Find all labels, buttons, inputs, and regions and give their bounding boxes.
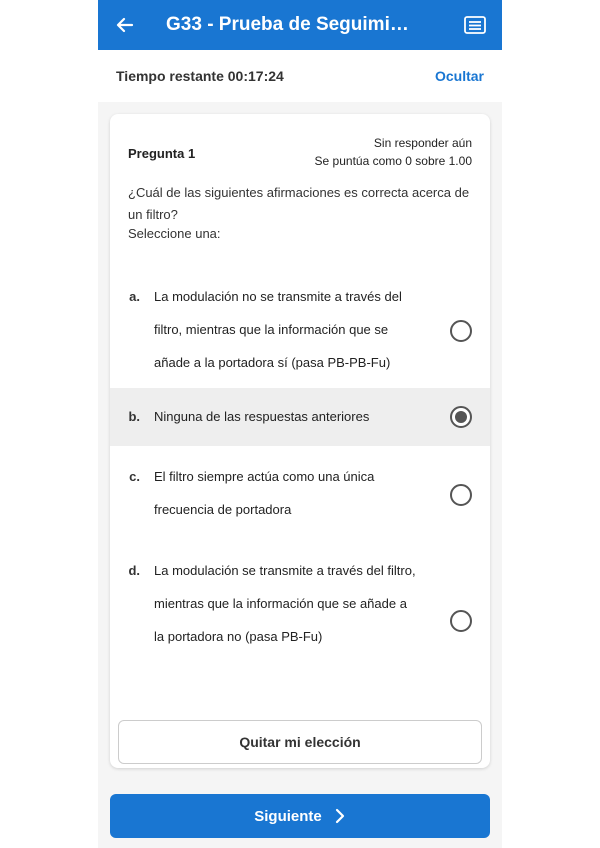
question-number: Pregunta 1 — [128, 146, 196, 161]
status-answer: Sin responder aún — [373, 136, 472, 150]
page-title: G33 - Prueba de Seguimi… — [166, 14, 409, 35]
hide-timer-link[interactable]: Ocultar — [434, 68, 484, 84]
status-score: Se puntúa como 0 sobre 1.00 — [314, 154, 472, 168]
arrow-left-icon — [115, 15, 135, 35]
radio-button-selected[interactable] — [450, 406, 472, 428]
radio-button[interactable] — [450, 610, 472, 632]
radio-button[interactable] — [450, 320, 472, 342]
chevron-right-icon — [334, 808, 346, 824]
question-status — [315, 134, 472, 170]
option-text: La modulación se transmite a través del filtro, mientras que la información que se añade a la portadora no (pasa PB-Fu) — [154, 563, 416, 644]
question-header — [128, 126, 472, 176]
app-header — [98, 0, 502, 50]
radio-button[interactable] — [450, 484, 472, 506]
question-card — [110, 114, 490, 768]
next-button[interactable] — [110, 794, 490, 838]
option-letter: a. — [129, 289, 140, 304]
time-remaining: Tiempo restante 00:17:24 — [116, 68, 284, 84]
option-letter: c. — [129, 469, 140, 484]
menu-button[interactable] — [448, 0, 502, 50]
question-text: ¿Cuál de las siguientes afirmaciones es correcta acerca de un filtro? — [128, 185, 470, 222]
next-button-label: Siguiente — [254, 807, 322, 825]
option-letter: b. — [128, 409, 140, 424]
option-d[interactable] — [110, 554, 490, 694]
list-menu-icon — [464, 15, 486, 35]
quiz-app — [98, 0, 502, 848]
timer-bar — [98, 50, 502, 102]
option-b[interactable] — [110, 388, 490, 446]
back-button[interactable] — [98, 0, 152, 50]
option-a[interactable] — [110, 280, 490, 382]
option-text: Ninguna de las respuestas anteriores — [154, 409, 370, 424]
option-c[interactable] — [110, 460, 490, 540]
option-text: El filtro siempre actúa como una única frecuencia de portadora — [154, 469, 375, 517]
question-instruction: Seleccione una: — [128, 226, 221, 241]
clear-choice-button[interactable]: Quitar mi elección — [118, 720, 482, 764]
option-text: La modulación no se transmite a través del filtro, mientras que la información que se añade a la portadora sí (pasa PB-PB-Fu) — [154, 289, 402, 370]
option-letter: d. — [128, 563, 140, 578]
